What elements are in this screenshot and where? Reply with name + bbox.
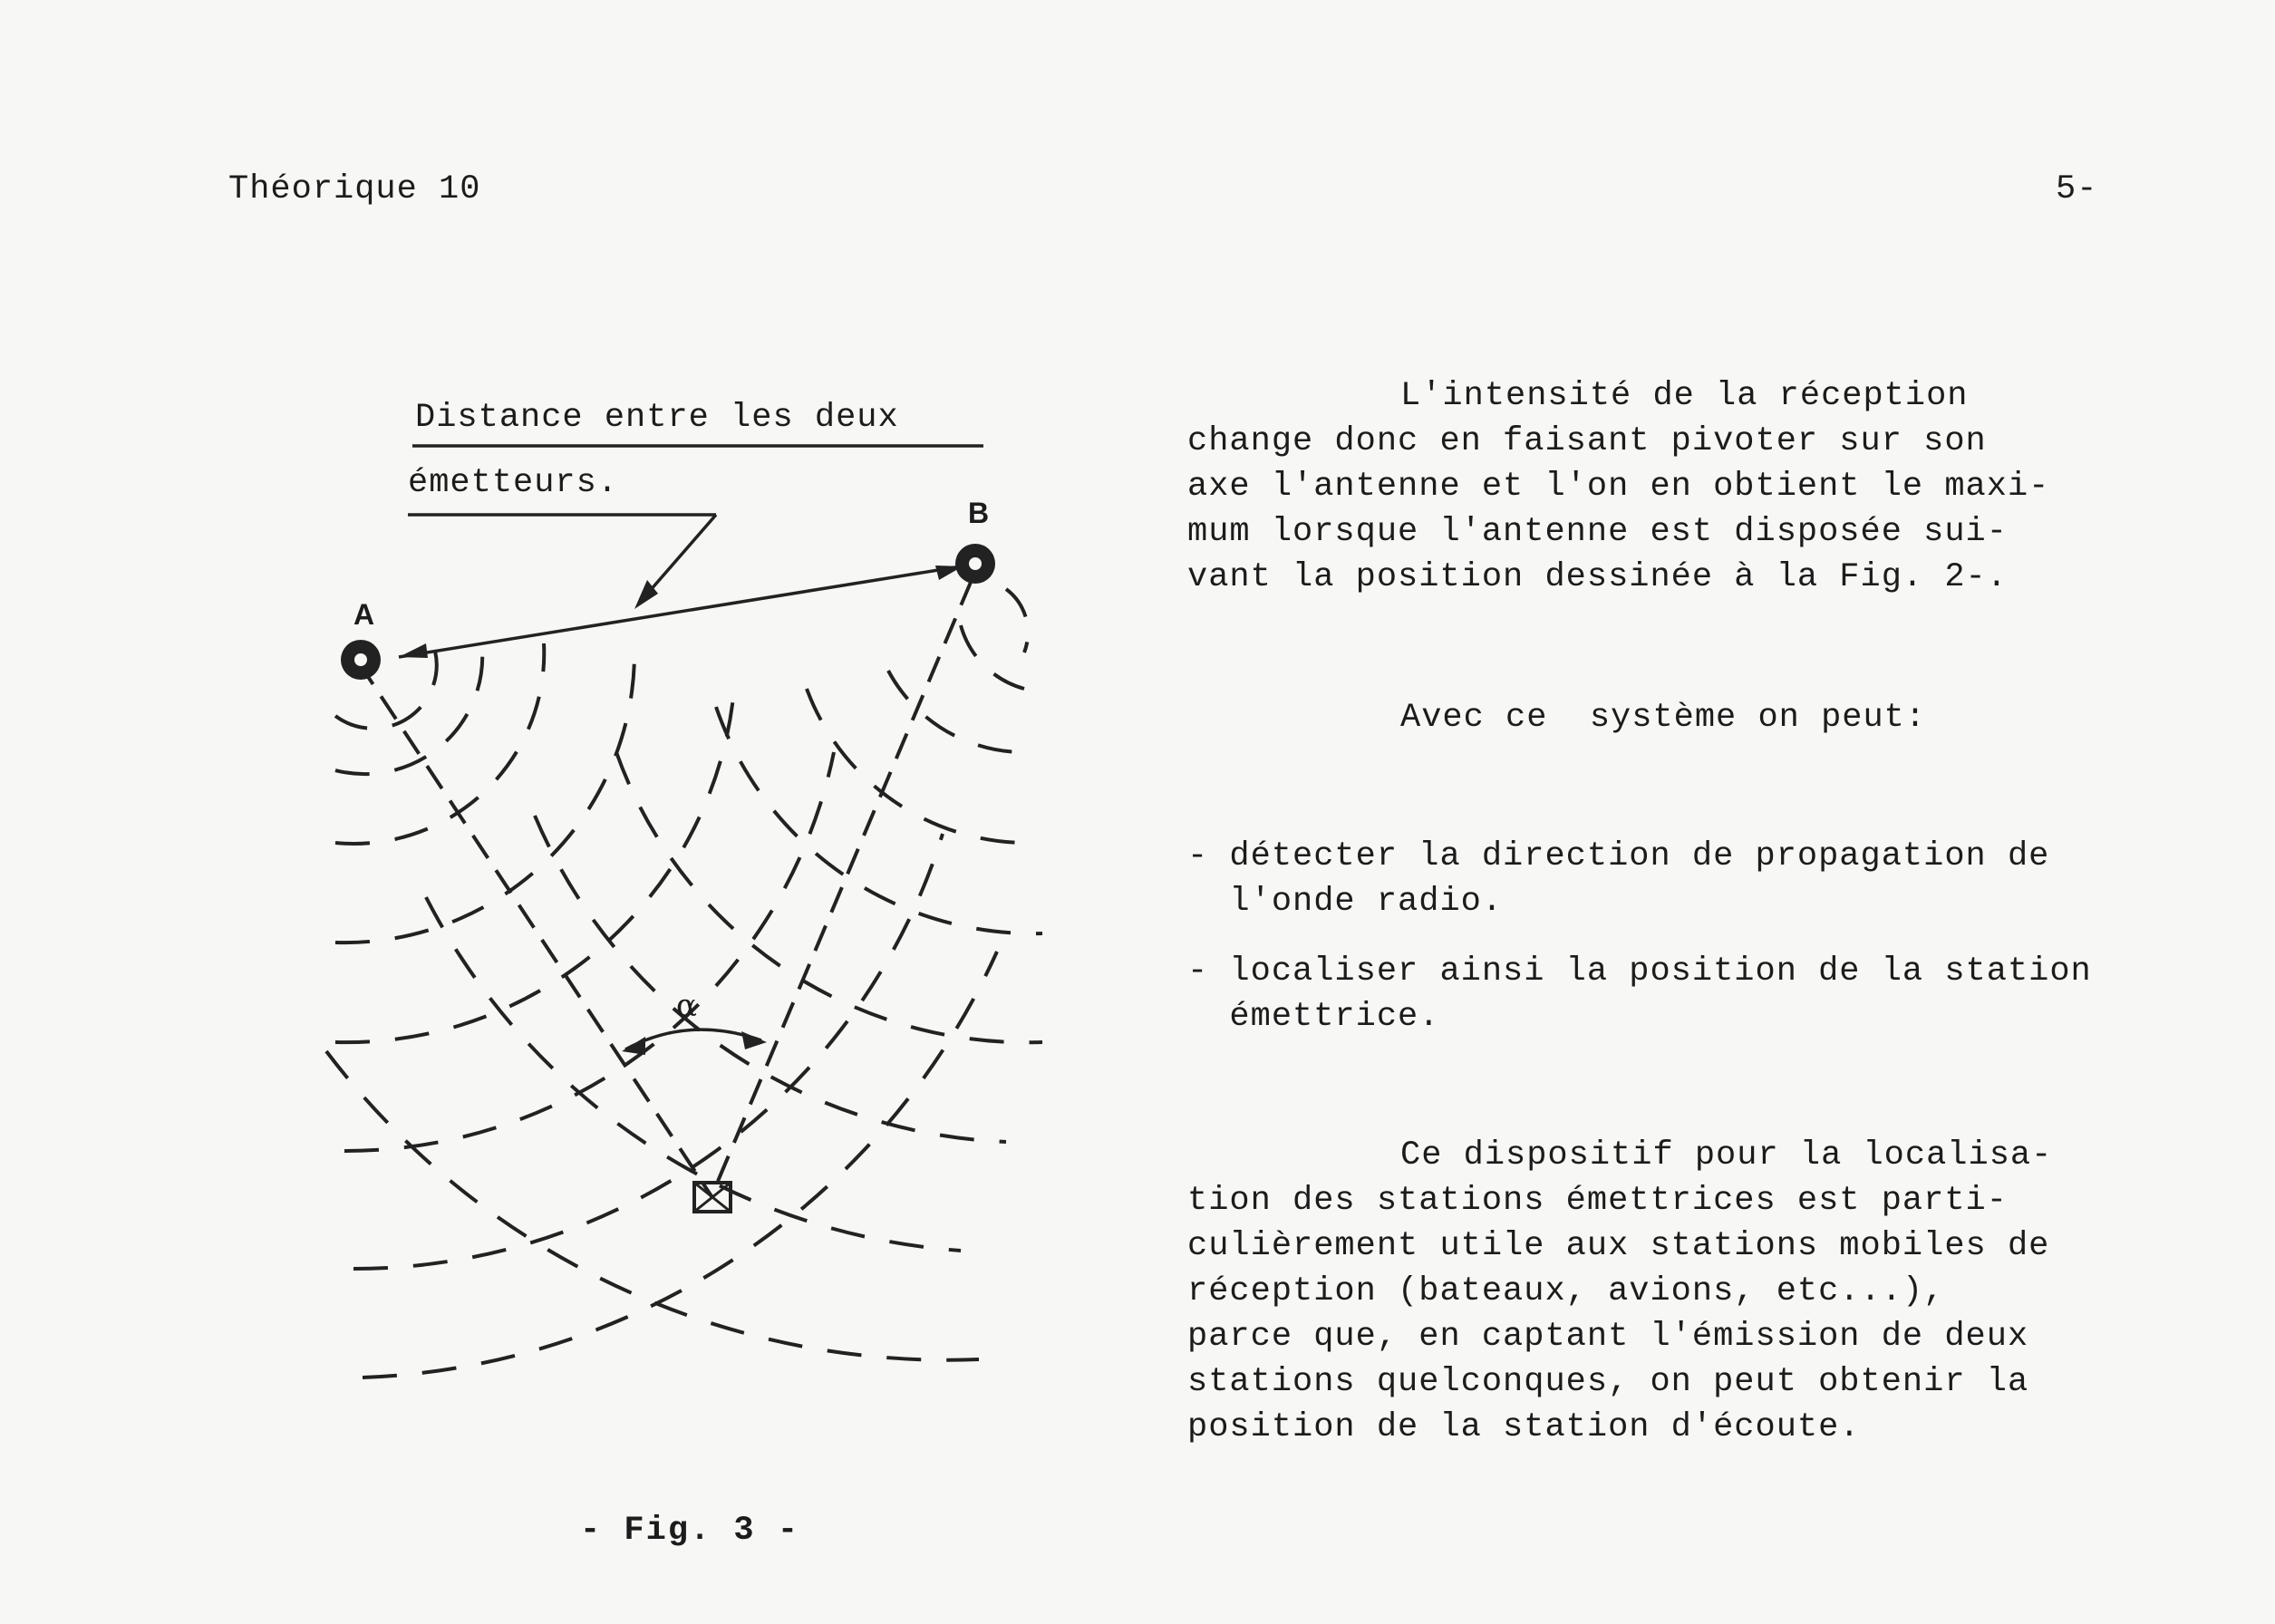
paragraph-1-line: vant la position dessinée à la Fig. 2-.: [1187, 558, 2008, 596]
waves-from-a: [335, 630, 997, 1378]
paragraph-1-line: L'intensité de la réception: [1400, 377, 1969, 415]
paragraph-3-line: culièrement utile aux stations mobiles de: [1187, 1227, 2050, 1265]
paragraph-1: [1187, 373, 2230, 600]
paragraph-3-line: tion des stations émettrices est parti-: [1187, 1182, 2008, 1220]
station-b-label: B: [968, 497, 991, 529]
paragraph-1-line: axe l'antenne et l'on en obtient le maxi-: [1187, 468, 2050, 506]
bullet-1-line: - détecter la direction de propagation de: [1187, 837, 2050, 875]
paragraph-3: [1187, 1133, 2230, 1450]
bullet-2-line: émettrice.: [1187, 998, 1440, 1036]
figure-caption: - Fig. 3 -: [580, 1512, 800, 1550]
ray-from-a: [358, 662, 712, 1196]
bullet-1: [1187, 834, 2230, 924]
paragraph-3-line: Ce dispositif pour la localisa-: [1400, 1136, 2053, 1174]
bullet-2-line: - localiser ainsi la position de la station: [1187, 952, 2092, 991]
distance-line: [399, 566, 961, 657]
waves-from-b: [326, 589, 1042, 1360]
angle-alpha-label: α: [676, 988, 698, 1024]
paragraph-1-line: change donc en faisant pivoter sur son: [1187, 422, 1987, 460]
figure-label-line-1: Distance entre les deux: [415, 399, 899, 437]
bullet-1-line: l'onde radio.: [1187, 883, 1504, 921]
leader-line: [644, 515, 716, 598]
distance-arrow-a: [399, 643, 428, 658]
paragraph-2-line: Avec ce système on peut:: [1400, 699, 1927, 737]
bullet-2: [1187, 949, 2230, 1039]
paragraph-3-line: position de la station d'écoute.: [1187, 1408, 1861, 1446]
paragraph-1-line: mum lorsque l'antenne est disposée sui-: [1187, 513, 2008, 551]
page-number: 5-: [2056, 170, 2098, 208]
paragraph-2: [1187, 695, 2230, 740]
angle-arrow-left: [622, 1037, 645, 1055]
station-a-label: A: [353, 598, 376, 631]
angle-arrow-right: [741, 1031, 767, 1049]
figure-label-line-2: émetteurs.: [408, 464, 619, 502]
station-a-icon: [341, 640, 381, 680]
station-b-icon: [955, 544, 995, 584]
paragraph-3-line: parce que, en captant l'émission de deux: [1187, 1318, 2029, 1356]
receiver-station-icon: [694, 1183, 731, 1212]
angle-arc: [625, 1030, 761, 1049]
page-header-title: Théorique 10: [228, 170, 481, 208]
paragraph-3-line: stations quelconques, on peut obtenir la: [1187, 1363, 2029, 1401]
paragraph-3-line: réception (bateaux, avions, etc...),: [1187, 1272, 1945, 1310]
ray-from-b: [712, 580, 972, 1196]
